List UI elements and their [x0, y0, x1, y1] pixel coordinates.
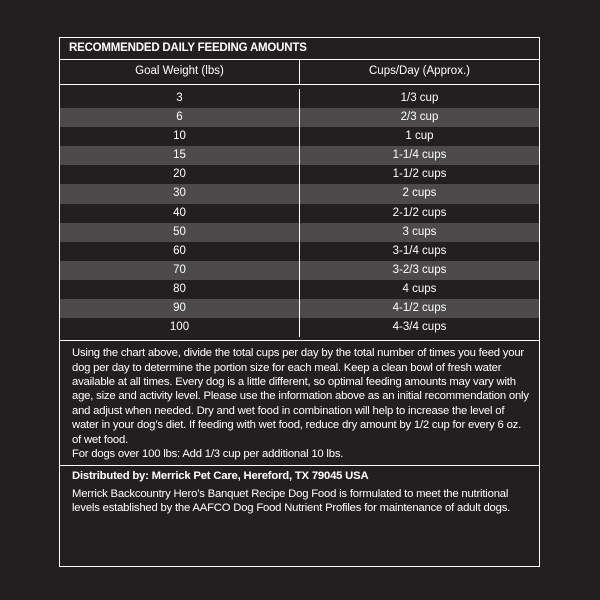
weight-cell: 30	[60, 184, 300, 203]
table-row	[60, 223, 539, 242]
cups-cell: 3 cups	[402, 225, 437, 238]
table-row	[60, 204, 539, 223]
weight-cell: 60	[60, 242, 300, 261]
cups-cell: 3-2/3 cups	[392, 263, 447, 276]
cups-cell: 1-1/2 cups	[392, 168, 447, 181]
aafco-statement: Merrick Backcountry Hero’s Banquet Recipe Dog Food is formulated to meet the nutritional levels established by the AAFCO Dog Food Nutrient Profiles for maintenance of adult dogs.	[72, 487, 511, 515]
distributor-line: Distributed by: Merrick Pet Care, Hereford, TX 79045 USA	[72, 470, 369, 483]
weight-cell: 3	[60, 89, 300, 108]
table-row	[60, 261, 539, 280]
weight-cell: 100	[60, 318, 300, 337]
weight-cell: 90	[60, 299, 300, 318]
table-row	[60, 242, 539, 261]
table-row	[60, 108, 539, 127]
weight-cell: 70	[60, 261, 300, 280]
table-row	[60, 318, 539, 337]
table-row	[60, 299, 539, 318]
large-dog-note: For dogs over 100 lbs: Add 1/3 cup per additional 10 lbs.	[72, 448, 344, 461]
weight-cell: 10	[60, 127, 300, 146]
cups-cell: 1 cup	[405, 130, 434, 143]
table-title: RECOMMENDED DAILY FEEDING AMOUNTS	[69, 42, 307, 54]
cups-cell: 2 cups	[402, 187, 437, 200]
table-row	[60, 184, 539, 203]
table-row	[60, 127, 539, 146]
cups-cell: 4-3/4 cups	[392, 321, 447, 334]
header-goal-weight: Goal Weight (lbs)	[60, 60, 300, 84]
feeding-panel	[59, 37, 540, 567]
weight-cell: 6	[60, 108, 300, 127]
weight-cell: 20	[60, 165, 300, 184]
cups-cell: 3-1/4 cups	[392, 244, 447, 257]
cups-cell: 4-1/2 cups	[392, 302, 447, 315]
cups-cell: 4 cups	[402, 282, 437, 295]
table-row	[60, 165, 539, 184]
table-header	[60, 59, 539, 85]
table-row	[60, 89, 539, 108]
distribution-section	[60, 465, 539, 515]
table-row	[60, 280, 539, 299]
header-cups-per-day: Cups/Day (Approx.)	[369, 65, 470, 77]
table-body	[60, 85, 539, 340]
cups-cell: 2/3 cup	[400, 111, 439, 124]
cups-cell: 1-1/4 cups	[392, 149, 447, 162]
cups-cell: 1/3 cup	[400, 92, 439, 104]
feeding-instructions	[60, 340, 539, 465]
weight-cell: 50	[60, 223, 300, 242]
cups-cell: 2-1/2 cups	[392, 206, 447, 219]
table-row	[60, 146, 539, 165]
weight-cell: 80	[60, 280, 300, 299]
instructions-paragraph: Using the chart above, divide the total cups per day by the total number of times you feed your dog per day to determine the portion size for each meal. Keep a clean bowl of fresh water available at all times. Every dog is a little different, so optimal feeding amounts may vary with age, size and activity level. Please use the information above as an initial recommendation only and adjust when needed. Dry and wet food in combination will help to increase the level of water in your dog’s diet. If feeding with wet food, reduce dry amount by 1/2 cup for every 6 oz. of wet food.	[72, 347, 529, 446]
weight-cell: 40	[60, 204, 300, 223]
weight-cell: 15	[60, 146, 300, 165]
